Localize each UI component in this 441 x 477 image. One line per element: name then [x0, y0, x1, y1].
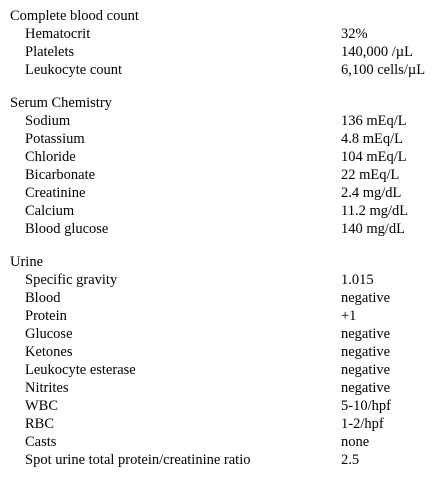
lab-label: Sodium — [25, 113, 71, 129]
lab-label: Platelets — [25, 44, 75, 60]
lab-label: Blood — [25, 290, 61, 306]
lab-value: 22 mEq/L — [341, 167, 400, 183]
lab-value: negative — [341, 362, 391, 378]
section-complete-blood-count — [0, 7, 441, 79]
lab-row-blood — [0, 289, 441, 307]
lab-label: Bicarbonate — [25, 167, 96, 183]
lab-value: 32% — [341, 26, 368, 42]
lab-label: Ketones — [25, 344, 73, 360]
lab-label: Glucose — [25, 326, 73, 342]
lab-label: Blood glucose — [25, 221, 109, 237]
lab-label: Spot urine total protein/creatinine ratio — [25, 452, 251, 468]
lab-value: 5-10/hpf — [341, 398, 391, 414]
lab-row-platelets — [0, 43, 441, 61]
lab-value: 1-2/hpf — [341, 416, 384, 432]
lab-row-leukocyte-count — [0, 61, 441, 79]
lab-row-creatinine — [0, 184, 441, 202]
section-title: Serum Chemistry — [10, 95, 112, 111]
lab-row-bicarbonate — [0, 166, 441, 184]
lab-value: 1.015 — [341, 272, 374, 288]
lab-label: RBC — [25, 416, 55, 432]
lab-label: Calcium — [25, 203, 75, 219]
lab-value: 136 mEq/L — [341, 113, 407, 129]
lab-label: Casts — [25, 434, 57, 450]
lab-value: 140 mg/dL — [341, 221, 406, 237]
section-title: Complete blood count — [10, 8, 139, 24]
lab-row-protein-creatinine-ratio — [0, 451, 441, 469]
lab-label: WBC — [25, 398, 59, 414]
lab-row-blood-glucose — [0, 220, 441, 238]
lab-label: Leukocyte count — [25, 62, 123, 78]
lab-label: Nitrites — [25, 380, 69, 396]
lab-value: +1 — [341, 308, 357, 324]
lab-row-hematocrit — [0, 25, 441, 43]
lab-label: Protein — [25, 308, 67, 324]
lab-label: Creatinine — [25, 185, 86, 201]
lab-value: negative — [341, 344, 391, 360]
lab-row-sodium — [0, 112, 441, 130]
lab-row-specific-gravity — [0, 271, 441, 289]
lab-row-casts — [0, 433, 441, 451]
lab-row-glucose — [0, 325, 441, 343]
lab-row-protein — [0, 307, 441, 325]
lab-value: 104 mEq/L — [341, 149, 407, 165]
lab-value: negative — [341, 380, 391, 396]
lab-row-leukocyte-esterase — [0, 361, 441, 379]
lab-value: 4.8 mEq/L — [341, 131, 404, 147]
lab-row-nitrites — [0, 379, 441, 397]
lab-value: 2.5 — [341, 452, 360, 468]
lab-row-potassium — [0, 130, 441, 148]
lab-value: 11.2 mg/dL — [341, 203, 409, 219]
lab-row-wbc — [0, 397, 441, 415]
lab-row-chloride — [0, 148, 441, 166]
lab-value: 6,100 cells/µL — [341, 62, 426, 78]
lab-label: Hematocrit — [25, 26, 91, 42]
lab-label: Specific gravity — [25, 272, 118, 288]
section-urine — [0, 253, 441, 469]
lab-label: Leukocyte esterase — [25, 362, 136, 378]
lab-row-rbc — [0, 415, 441, 433]
section-serum-chemistry — [0, 94, 441, 238]
lab-label: Potassium — [25, 131, 85, 147]
lab-label: Chloride — [25, 149, 76, 165]
lab-value: negative — [341, 326, 391, 342]
lab-row-calcium — [0, 202, 441, 220]
lab-value: none — [341, 434, 370, 450]
lab-row-ketones — [0, 343, 441, 361]
lab-value: 2.4 mg/dL — [341, 185, 402, 201]
lab-value: 140,000 /µL — [341, 44, 413, 60]
section-title: Urine — [10, 254, 44, 270]
lab-value: negative — [341, 290, 391, 306]
